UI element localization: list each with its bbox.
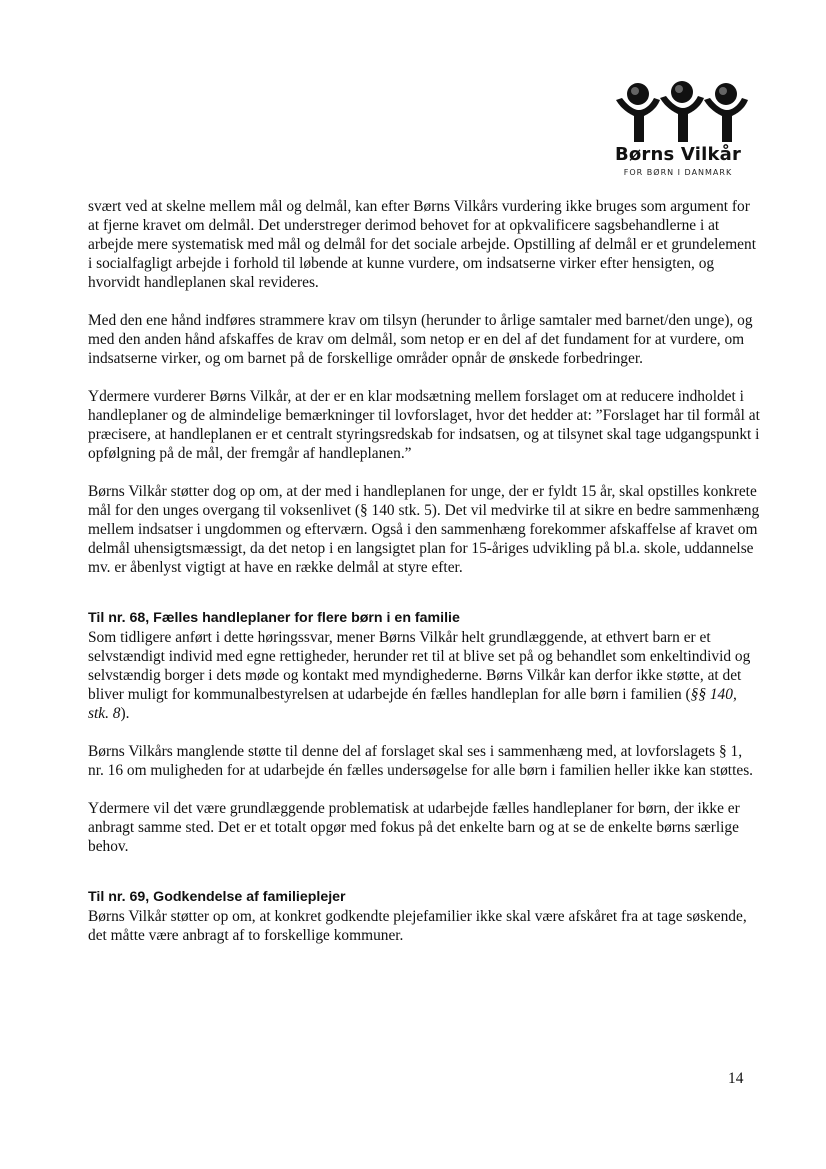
document-body (88, 197, 760, 945)
paragraph-5-text: Som tidligere anført i dette høringssvar, mener Børns Vilkår helt grundlæggende, at ethvert barn er et selvstændigt individ med egne rettigheder, herunder ret til at blive set på og behandlet som enkeltindivid og selvstændig borger i dets møde og kontakt med myndighederne. Børns Vilkår kan derfor ikke støtte, at det bliver muligt for kommunalbestyrelsen at udarbejde én fælles handleplan for alle børn i familien ( (88, 629, 751, 703)
paragraph-2: Med den ene hånd indføres strammere krav om tilsyn (herunder to årlige samtaler med barnet/den unge), og med den anden hånd afskaffes de krav om delmål, som netop er en del af det fundament for at vurdere, om indsatserne virker, og om barnet på de forskellige områder opnår de ønskede forbedringer. (88, 312, 753, 367)
logo-figures-icon (616, 80, 748, 142)
paragraph-3: Ydermere vurderer Børns Vilkår, at der er en klar modsætning mellem forslaget om at reducere indholdet i handleplaner og de almindelige bemærkninger til lovforslaget, hvor det hedder at: ”Forslaget har til formål at præcisere, at handleplanen er et centralt styringsredskab for indsatsen, og at tilsynet skal tage udgangspunkt i opfølgning på de mål, der fremgår af handleplanen.” (88, 388, 760, 462)
logo-brand-name: Børns Vilkår (614, 144, 742, 165)
borns-vilkar-logo (606, 80, 756, 180)
paragraph-5 (88, 628, 760, 723)
page-number: 14 (728, 1070, 744, 1087)
paragraph-7: Ydermere vil det være grundlæggende problematisk at udarbejde fælles handleplaner for børn, der ikke er anbragt samme sted. Det er et totalt opgør med fokus på det enkelte barn og at se de enkelte børns særlige behov. (88, 800, 740, 855)
paragraph-5-reference: §§ 140, stk. 8 (88, 686, 737, 722)
paragraph-5-end: ). (120, 705, 130, 722)
section-heading-69: Til nr. 69, Godkendelse af familieplejer (88, 889, 346, 905)
logo-tagline: FOR BØRN I DANMARK (623, 168, 733, 177)
paragraph-4: Børns Vilkår støtter dog op om, at der med i handleplanen for unge, der er fyldt 15 år, skal opstilles konkrete mål for den unges overgang til voksenlivet (§ 140 stk. 5). Det vil medvirke til at sikre en bedre sammenhæng mellem indsatser i ungdommen og efterværn. Også i den sammenhæng forekommer afskaffelse af kravet om delmål uhensigtsmæssigt, da det netop i en langsigtet plan for 15-åriges udvikling på bl.a. skole, uddannelse mv. er åbenlyst vigtigt at have en række delmål at styre efter. (88, 483, 760, 576)
paragraph-1: svært ved at skelne mellem mål og delmål, kan efter Børns Vilkårs vurdering ikke bruges som argument for at fjerne kravet om delmål. Det understreger derimod behovet for at opkvalificere sagsbehandlerne i at arbejde mere systematisk med mål og delmål for det sociale arbejde. Opstilling af delmål er et grundelement i socialfagligt arbejde i forhold til løbende at kunne vurdere, om indsatserne virker efter hensigten, og hvorvidt handleplanen skal revideres. (88, 198, 756, 291)
paragraph-8: Børns Vilkår støtter op om, at konkret godkendte plejefamilier ikke skal være afskåret fra at tage søskende, det måtte være anbragt af to forskellige kommuner. (88, 908, 747, 944)
paragraph-6: Børns Vilkårs manglende støtte til denne del af forslaget skal ses i sammenhæng med, at lovforslagets § 1, nr. 16 om muligheden for at udarbejde én fælles undersøgelse for alle børn i familien heller ikke kan støttes. (88, 743, 754, 779)
section-heading-68: Til nr. 68, Fælles handleplaner for flere børn i en familie (88, 610, 460, 626)
